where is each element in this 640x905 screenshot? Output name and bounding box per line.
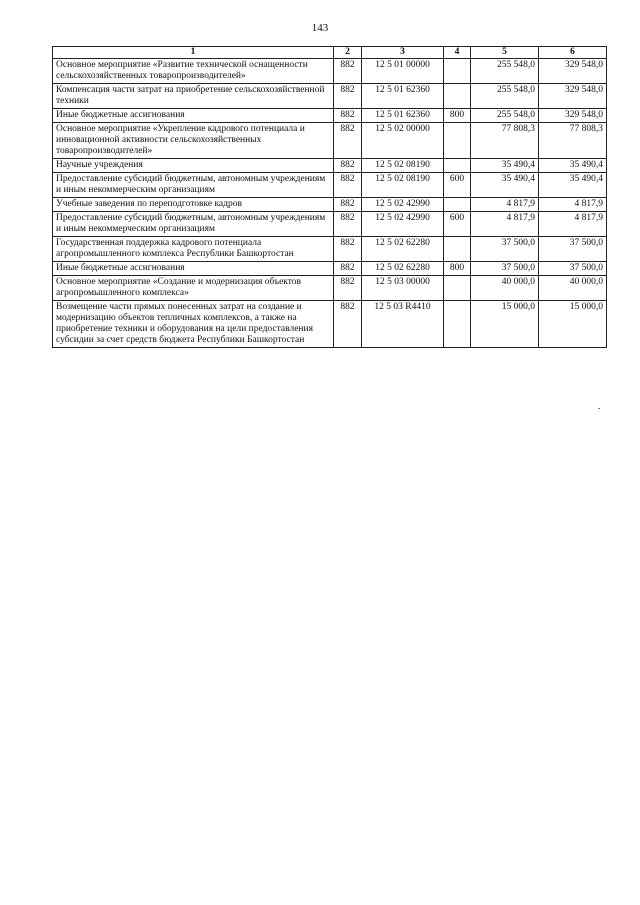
cell-ved: 882: [334, 173, 362, 198]
cell-cs: 12 5 02 42990: [362, 212, 444, 237]
cell-cs: 12 5 01 00000: [362, 59, 444, 84]
cell-sum-1: 255 548,0: [471, 84, 539, 109]
cell-cs: 12 5 02 00000: [362, 123, 444, 159]
table-row: [53, 301, 607, 348]
cell-sum-1: 35 490,4: [471, 173, 539, 198]
cell-sum-2: 4 817,9: [539, 212, 607, 237]
cell-sum-1: 37 500,0: [471, 262, 539, 276]
cell-ved: 882: [334, 301, 362, 348]
cell-cs: 12 5 02 62280: [362, 237, 444, 262]
table-body: [53, 59, 607, 348]
table-row: [53, 262, 607, 276]
cell-vr: 800: [444, 262, 471, 276]
cell-name: Основное мероприятие «Создание и модернизация объектов агропромышленного комплекса»: [53, 276, 334, 301]
table-row: [53, 198, 607, 212]
cell-vr: [444, 84, 471, 109]
cell-ved: 882: [334, 198, 362, 212]
table-row: [53, 123, 607, 159]
cell-vr: [444, 159, 471, 173]
cell-sum-2: 329 548,0: [539, 84, 607, 109]
cell-name: Иные бюджетные ассигнования: [53, 262, 334, 276]
table-row: [53, 237, 607, 262]
cell-cs: 12 5 02 08190: [362, 173, 444, 198]
cell-cs: 12 5 03 R4410: [362, 301, 444, 348]
cell-name: Научные учреждения: [53, 159, 334, 173]
cell-vr: [444, 59, 471, 84]
cell-name: Основное мероприятие «Укрепление кадрового потенциала и инновационной активности сельскохозяйственных товаропроизводителей»: [53, 123, 334, 159]
cell-cs: 12 5 01 62360: [362, 84, 444, 109]
cell-ved: 882: [334, 59, 362, 84]
column-header: 2: [334, 47, 362, 59]
cell-sum-2: 15 000,0: [539, 301, 607, 348]
cell-sum-2: 37 500,0: [539, 262, 607, 276]
table-row: [53, 84, 607, 109]
cell-cs: 12 5 02 62280: [362, 262, 444, 276]
cell-vr: 600: [444, 173, 471, 198]
column-header: 4: [444, 47, 471, 59]
cell-ved: 882: [334, 276, 362, 301]
cell-ved: 882: [334, 159, 362, 173]
cell-sum-1: 40 000,0: [471, 276, 539, 301]
cell-vr: [444, 301, 471, 348]
cell-name: Предоставление субсидий бюджетным, автономным учреждениям и иным некоммерческим организациям: [53, 173, 334, 198]
cell-vr: [444, 276, 471, 301]
cell-sum-2: 35 490,4: [539, 173, 607, 198]
cell-name: Иные бюджетные ассигнования: [53, 109, 334, 123]
page-number: 143: [311, 22, 329, 34]
cell-sum-2: 4 817,9: [539, 198, 607, 212]
cell-sum-1: 4 817,9: [471, 212, 539, 237]
table-row: [53, 212, 607, 237]
cell-cs: 12 5 01 62360: [362, 109, 444, 123]
column-header: 1: [53, 47, 334, 59]
cell-cs: 12 5 02 08190: [362, 159, 444, 173]
cell-ved: 882: [334, 123, 362, 159]
column-header: 3: [362, 47, 444, 59]
cell-sum-1: 255 548,0: [471, 59, 539, 84]
table-row: [53, 59, 607, 84]
cell-name: Компенсация части затрат на приобретение сельскохозяйственной техники: [53, 84, 334, 109]
cell-sum-1: 37 500,0: [471, 237, 539, 262]
cell-sum-2: 40 000,0: [539, 276, 607, 301]
table-row: [53, 276, 607, 301]
column-header: 6: [539, 47, 607, 59]
cell-sum-1: 77 808,3: [471, 123, 539, 159]
budget-table: [52, 46, 607, 348]
cell-vr: [444, 198, 471, 212]
cell-sum-2: 329 548,0: [539, 109, 607, 123]
column-header: 5: [471, 47, 539, 59]
cell-vr: 800: [444, 109, 471, 123]
table-row: [53, 173, 607, 198]
cell-cs: 12 5 03 00000: [362, 276, 444, 301]
cell-sum-1: 4 817,9: [471, 198, 539, 212]
table-row: [53, 109, 607, 123]
scan-mark: [598, 408, 600, 409]
cell-ved: 882: [334, 212, 362, 237]
cell-name: Предоставление субсидий бюджетным, автономным учреждениям и иным некоммерческим организациям: [53, 212, 334, 237]
cell-sum-1: 15 000,0: [471, 301, 539, 348]
header-row: [53, 47, 607, 59]
cell-ved: 882: [334, 262, 362, 276]
cell-vr: [444, 123, 471, 159]
cell-name: Основное мероприятие «Развитие технической оснащенности сельскохозяйственных товаропроизводителей»: [53, 59, 334, 84]
cell-name: Государственная поддержка кадрового потенциала агропромышленного комплекса Республики Башкортостан: [53, 237, 334, 262]
table-row: [53, 159, 607, 173]
cell-sum-2: 329 548,0: [539, 59, 607, 84]
cell-sum-2: 37 500,0: [539, 237, 607, 262]
cell-name: Учебные заведения по переподготовке кадров: [53, 198, 334, 212]
cell-ved: 882: [334, 84, 362, 109]
cell-cs: 12 5 02 42990: [362, 198, 444, 212]
cell-sum-2: 77 808,3: [539, 123, 607, 159]
cell-name: Возмещение части прямых понесенных затрат на создание и модернизацию объектов тепличных комплексов, а также на приобретение техники и оборудования на цели предоставления субсидии за счет средств бюджета Республики Башкортостан: [53, 301, 334, 348]
cell-sum-1: 35 490,4: [471, 159, 539, 173]
cell-vr: 600: [444, 212, 471, 237]
cell-sum-2: 35 490,4: [539, 159, 607, 173]
cell-vr: [444, 237, 471, 262]
cell-ved: 882: [334, 109, 362, 123]
cell-ved: 882: [334, 237, 362, 262]
cell-sum-1: 255 548,0: [471, 109, 539, 123]
